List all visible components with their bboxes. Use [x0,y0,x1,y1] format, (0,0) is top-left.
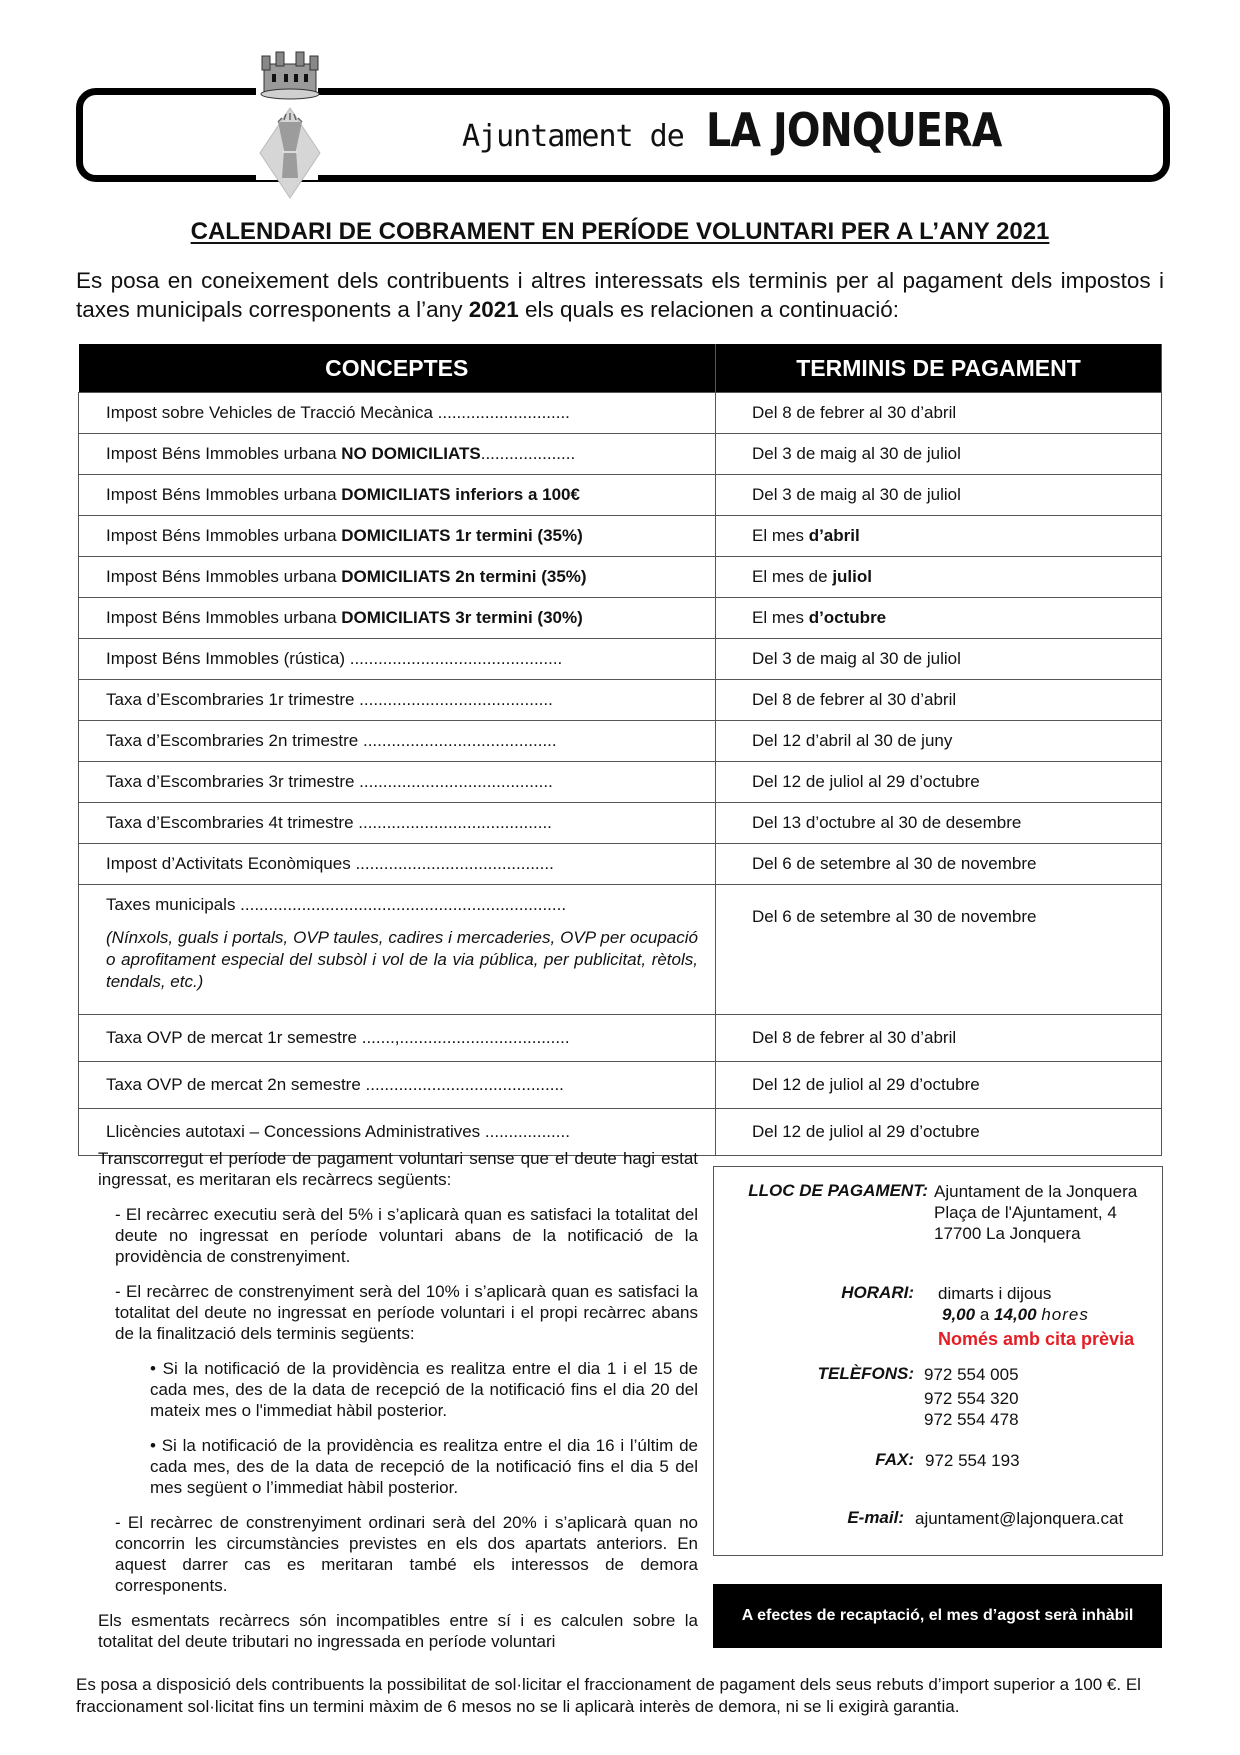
concept-cell: Impost Béns Immobles urbana DOMICILIATS 2n termini (35%) [79,557,716,598]
concept-cell: Taxa d’Escombraries 2n trimestre ......................................... [79,721,716,762]
term-cell: Del 8 de febrer al 30 d’abril [716,393,1162,434]
table-row [79,639,1162,680]
place-label: LLOC DE PAGAMENT: [748,1181,928,1200]
page-title: CALENDARI DE COBRAMENT EN PERÍODE VOLUNTARI PER A L’ANY 2021 [190,218,1050,245]
table-row [79,803,1162,844]
hours-range: 9,00 a 14,00 hores [942,1305,1089,1324]
installment-footer: Es posa a disposició dels contribuents la possibilitat de sol·licitar el fraccionament de pagament dels seus rebuts d’import superior a 100 €. El fraccionament sol·licitat fins un termini màxim de 6 mesos no se li aplicarà interès de demora, ni se li exigirà garantia. [76,1675,1141,1716]
phone-number[interactable]: 972 554 478 [924,1410,1019,1429]
note-bullet-first-half: • Si la notificació de la providència es realitza entre el dia 1 i el 15 de cada mes, des de la data de recepció de la notificació fins el dia 20 del mateix mes o l'immediat hàbil posterior. [150,1359,698,1420]
term-cell: Del 8 de febrer al 30 d’abril [716,1015,1162,1062]
concept-cell: Impost Béns Immobles urbana NO DOMICILIATS.................... [79,434,716,475]
august-notice: A efectes de recaptació, el mes d’agost serà inhàbil [713,1584,1162,1648]
table-row [79,393,1162,434]
wheat-sheaf-shield-icon [260,108,320,198]
concept-cell: Llicències autotaxi – Concessions Administratives .................. [79,1109,716,1156]
term-cell: El mes d’octubre [716,598,1162,639]
table-row [79,721,1162,762]
term-cell: Del 6 de setembre al 30 de novembre [716,885,1162,1015]
surcharge-notes [98,1148,698,1666]
table-row [79,885,1162,1015]
concept-cell: Impost Béns Immobles urbana DOMICILIATS 3r termini (30%) [79,598,716,639]
table-row [79,1062,1162,1109]
table-row [79,680,1162,721]
concept-cell: Taxa OVP de mercat 2n semestre .......................................... [79,1062,716,1109]
concept-cell: Impost Béns Immobles urbana DOMICILIATS inferiors a 100€ [79,475,716,516]
brand-name: LA JONQUERA [706,103,1002,157]
note-executive-surcharge: - El recàrrec executiu serà del 5% i s’aplicarà quan es satisfaci la totalitat del deute no ingressat en període voluntari abans de la notificació de la providència de constrenyiment. [115,1205,698,1266]
table-row [79,557,1162,598]
column-header-terms: TERMINIS DE PAGAMENT [716,344,1162,393]
table-row [79,434,1162,475]
hours-label: HORARI: [841,1283,914,1302]
concept-cell: Impost Béns Immobles (rústica) ............................................. [79,639,716,680]
crown-icon [261,52,319,99]
table-row [79,844,1162,885]
term-cell: Del 12 de juliol al 29 d’octubre [716,1062,1162,1109]
brand-prefix: Ajuntament de [462,119,684,154]
notes-closing: Els esmentats recàrrecs són incompatibles entre sí i es calculen sobre la totalitat del deute tributari no ingressada en període voluntari [98,1611,698,1651]
term-cell: Del 13 d’octubre al 30 de desembre [716,803,1162,844]
term-cell: Del 8 de febrer al 30 d’abril [716,680,1162,721]
notes-intro: Transcorregut el període de pagament voluntari sense que el deute hagi estat ingressat, es meritaran els recàrrecs següents: [98,1149,698,1189]
column-header-concepts: CONCEPTES [79,344,716,393]
payment-calendar-table [78,344,1162,1156]
term-cell: Del 3 de maig al 30 de juliol [716,475,1162,516]
phone-number[interactable]: 972 554 005 [924,1365,1019,1384]
concept-cell: Taxa d’Escombraries 3r trimestre ......................................... [79,762,716,803]
table-row [79,1015,1162,1062]
phone-number[interactable]: 972 554 320 [924,1389,1019,1408]
appointment-notice: Només amb cita prèvia [938,1329,1135,1349]
concept-cell: Taxa d’Escombraries 4t trimestre ......................................... [79,803,716,844]
fax-number: 972 554 193 [925,1451,1020,1470]
term-cell: El mes d’abril [716,516,1162,557]
intro-year: 2021 [468,297,519,322]
concept-cell: Taxes municipals ..................................................................... (Nínxols, guals i portals, OVP taules, cadires i mercaderies, OVP per ocupació o aprofitament especial del subsòl i vol de la via pública, per publicitat, rètols, tendals, etc.) [79,885,716,1015]
table-row [79,598,1162,639]
note-enforcement-surcharge: - El recàrrec de constrenyiment serà del 10% i s’aplicarà quan es satisfaci la totalitat del deute no ingressat en període voluntari i el propi recàrrec abans de la finalització dels terminis següents: [115,1282,698,1343]
municipality-brand [462,103,1050,157]
concept-cell: Impost sobre Vehicles de Tracció Mecànica ............................ [79,393,716,434]
note-ordinary-surcharge: - El recàrrec de constrenyiment ordinari serà del 20% i s’aplicarà quan no concorrin les circumstàncies previstes en els dos apartats anteriors. En aquest darrer cas es meritaran també els interessos de demora corresponents. [115,1513,698,1595]
hours-days: dimarts i dijous [938,1284,1052,1303]
note-bullet-second-half: • Si la notificació de la providència es realitza entre el dia 16 i l’últim de cada mes, des de la data de recepció de la notificació fins el dia 5 del mes següent o l’immediat hàbil posterior. [150,1436,698,1497]
fax-label: FAX: [875,1450,914,1469]
term-cell: El mes de juliol [716,557,1162,598]
concept-note: (Nínxols, guals i portals, OVP taules, cadires i mercaderies, OVP per ocupació o aprofitament especial del subsòl i vol de la via pública, per publicitat, rètols, tendals, etc.) [106,928,698,991]
table-row [79,762,1162,803]
term-cell: Del 3 de maig al 30 de juliol [716,434,1162,475]
term-cell: Del 3 de maig al 30 de juliol [716,639,1162,680]
email-address[interactable]: ajuntament@lajonquera.cat [915,1509,1124,1528]
email-label: E-mail: [847,1508,904,1527]
place-address: Ajuntament de la Jonquera Plaça de l'Ajuntament, 4 17700 La Jonquera [934,1182,1138,1243]
concept-cell: Impost d’Activitats Econòmiques .......................................... [79,844,716,885]
concept-cell: Taxa OVP de mercat 1r semestre .......,.................................... [79,1015,716,1062]
term-cell: Del 12 de juliol al 29 d’octubre [716,762,1162,803]
municipal-crest-icon [258,50,322,200]
phones-label: TELÈFONS: [817,1364,914,1383]
payment-info-box [713,1166,1163,1556]
term-cell: Del 12 de juliol al 29 d’octubre [716,1109,1162,1156]
table-row [79,516,1162,557]
concept-cell: Taxa d’Escombraries 1r trimestre ......................................... [79,680,716,721]
term-cell: Del 12 d’abril al 30 de juny [716,721,1162,762]
term-cell: Del 6 de setembre al 30 de novembre [716,844,1162,885]
concept-cell: Impost Béns Immobles urbana DOMICILIATS 1r termini (35%) [79,516,716,557]
intro-paragraph: Es posa en coneixement dels contribuents i altres interessats els terminis per al pagament dels impostos i taxes municipals corresponents a l’any 2021 els quals es relacionen a continuació: [76,268,1164,322]
table-header-row [79,344,1162,393]
table-row [79,475,1162,516]
